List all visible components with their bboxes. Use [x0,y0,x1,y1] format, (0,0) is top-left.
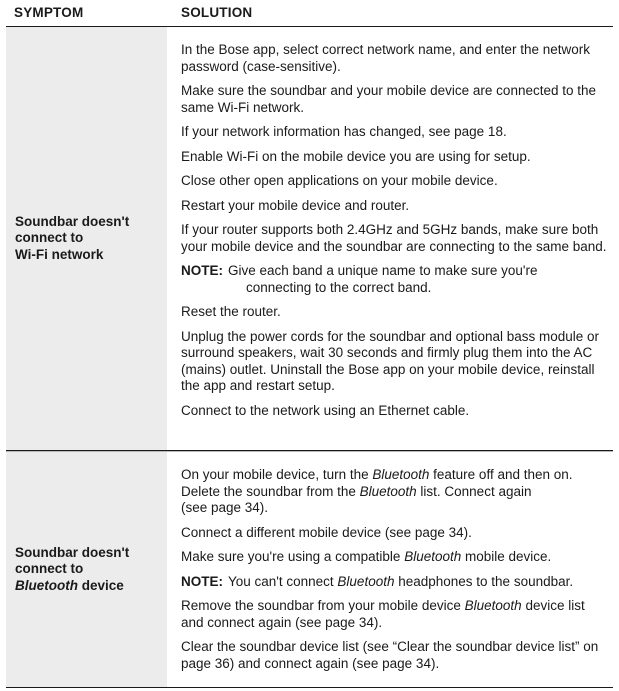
solution-item: Restart your mobile device and router. [181,197,410,213]
solution-item: Make sure you're using a compatible Bluetooth mobile device. [181,549,552,564]
solution-item: Make sure the soundbar and your mobile device are connected to the same Wi-Fi network. [181,83,597,115]
note [181,263,607,296]
symptom-cell [6,27,167,450]
symptom-cell [6,452,167,687]
solution-cell [167,452,613,687]
symptom-line: connect to [15,230,84,246]
solution-item: Remove the soundbar from your mobile device Bluetooth device list and connect again (see page 34). [181,598,585,630]
note [181,574,607,591]
solution-item: If your network information has changed, see page 18. [181,124,507,139]
solution-item: Close other open applications on your mobile device. [181,173,498,188]
note-label: NOTE: [181,573,223,589]
symptom-text: device [78,577,124,593]
symptom-line: connect to [15,561,84,577]
solution-item: Connect to the network using an Ethernet cable. [181,402,470,418]
note-text: You can't connect Bluetooth headphones to the soundbar. [228,573,574,589]
note-line: Give each band a unique name to make sure you're [228,263,538,278]
table-row-bluetooth [6,451,613,688]
bluetooth-term: Bluetooth [15,577,78,593]
solution-item: Clear the soundbar device list (see “Clear the soundbar device list” on page 36) and connect again (see page 34). [181,639,599,671]
note-line: connecting to the correct band. [246,279,432,295]
solution-item: Enable Wi-Fi on the mobile device you are using for setup. [181,148,531,164]
solution-item: In the Bose app, select correct network name, and enter the network password (case-sensitive). [181,42,590,74]
note-text [228,263,607,296]
note-label: NOTE: [181,263,223,278]
table-header [6,0,613,27]
solution-cell [167,27,613,450]
solution-item: Unplug the power cords for the soundbar and optional bass module or surround speakers, wait 30 seconds and firmly plug them into the AC (mains) outlet. Uninstall the Bose app on your mobile device, reinstall the app and restart setup. [181,328,600,393]
symptom-line [15,578,129,595]
symptom-line: Soundbar doesn't [15,213,130,229]
symptom-column-header: SYMPTOM [14,5,84,20]
solution-item: On your mobile device, turn the Bluetooth feature off and then on. Delete the soundbar from the Bluetooth list. Connect again (see page 34). [181,467,573,515]
table-row-wifi [6,27,613,451]
solution-item: Reset the router. [181,304,281,319]
symptom-line: Wi-Fi network [15,246,104,262]
solution-item: Connect a different mobile device (see page 34). [181,524,472,540]
solution-column-header: SOLUTION [181,5,253,20]
solution-item: If your router supports both 2.4GHz and 5GHz bands, make sure both your mobile device and the soundbar are connecting to the same band. [181,222,607,254]
symptom-line: Soundbar doesn't [15,544,130,560]
troubleshooting-table [6,0,613,688]
